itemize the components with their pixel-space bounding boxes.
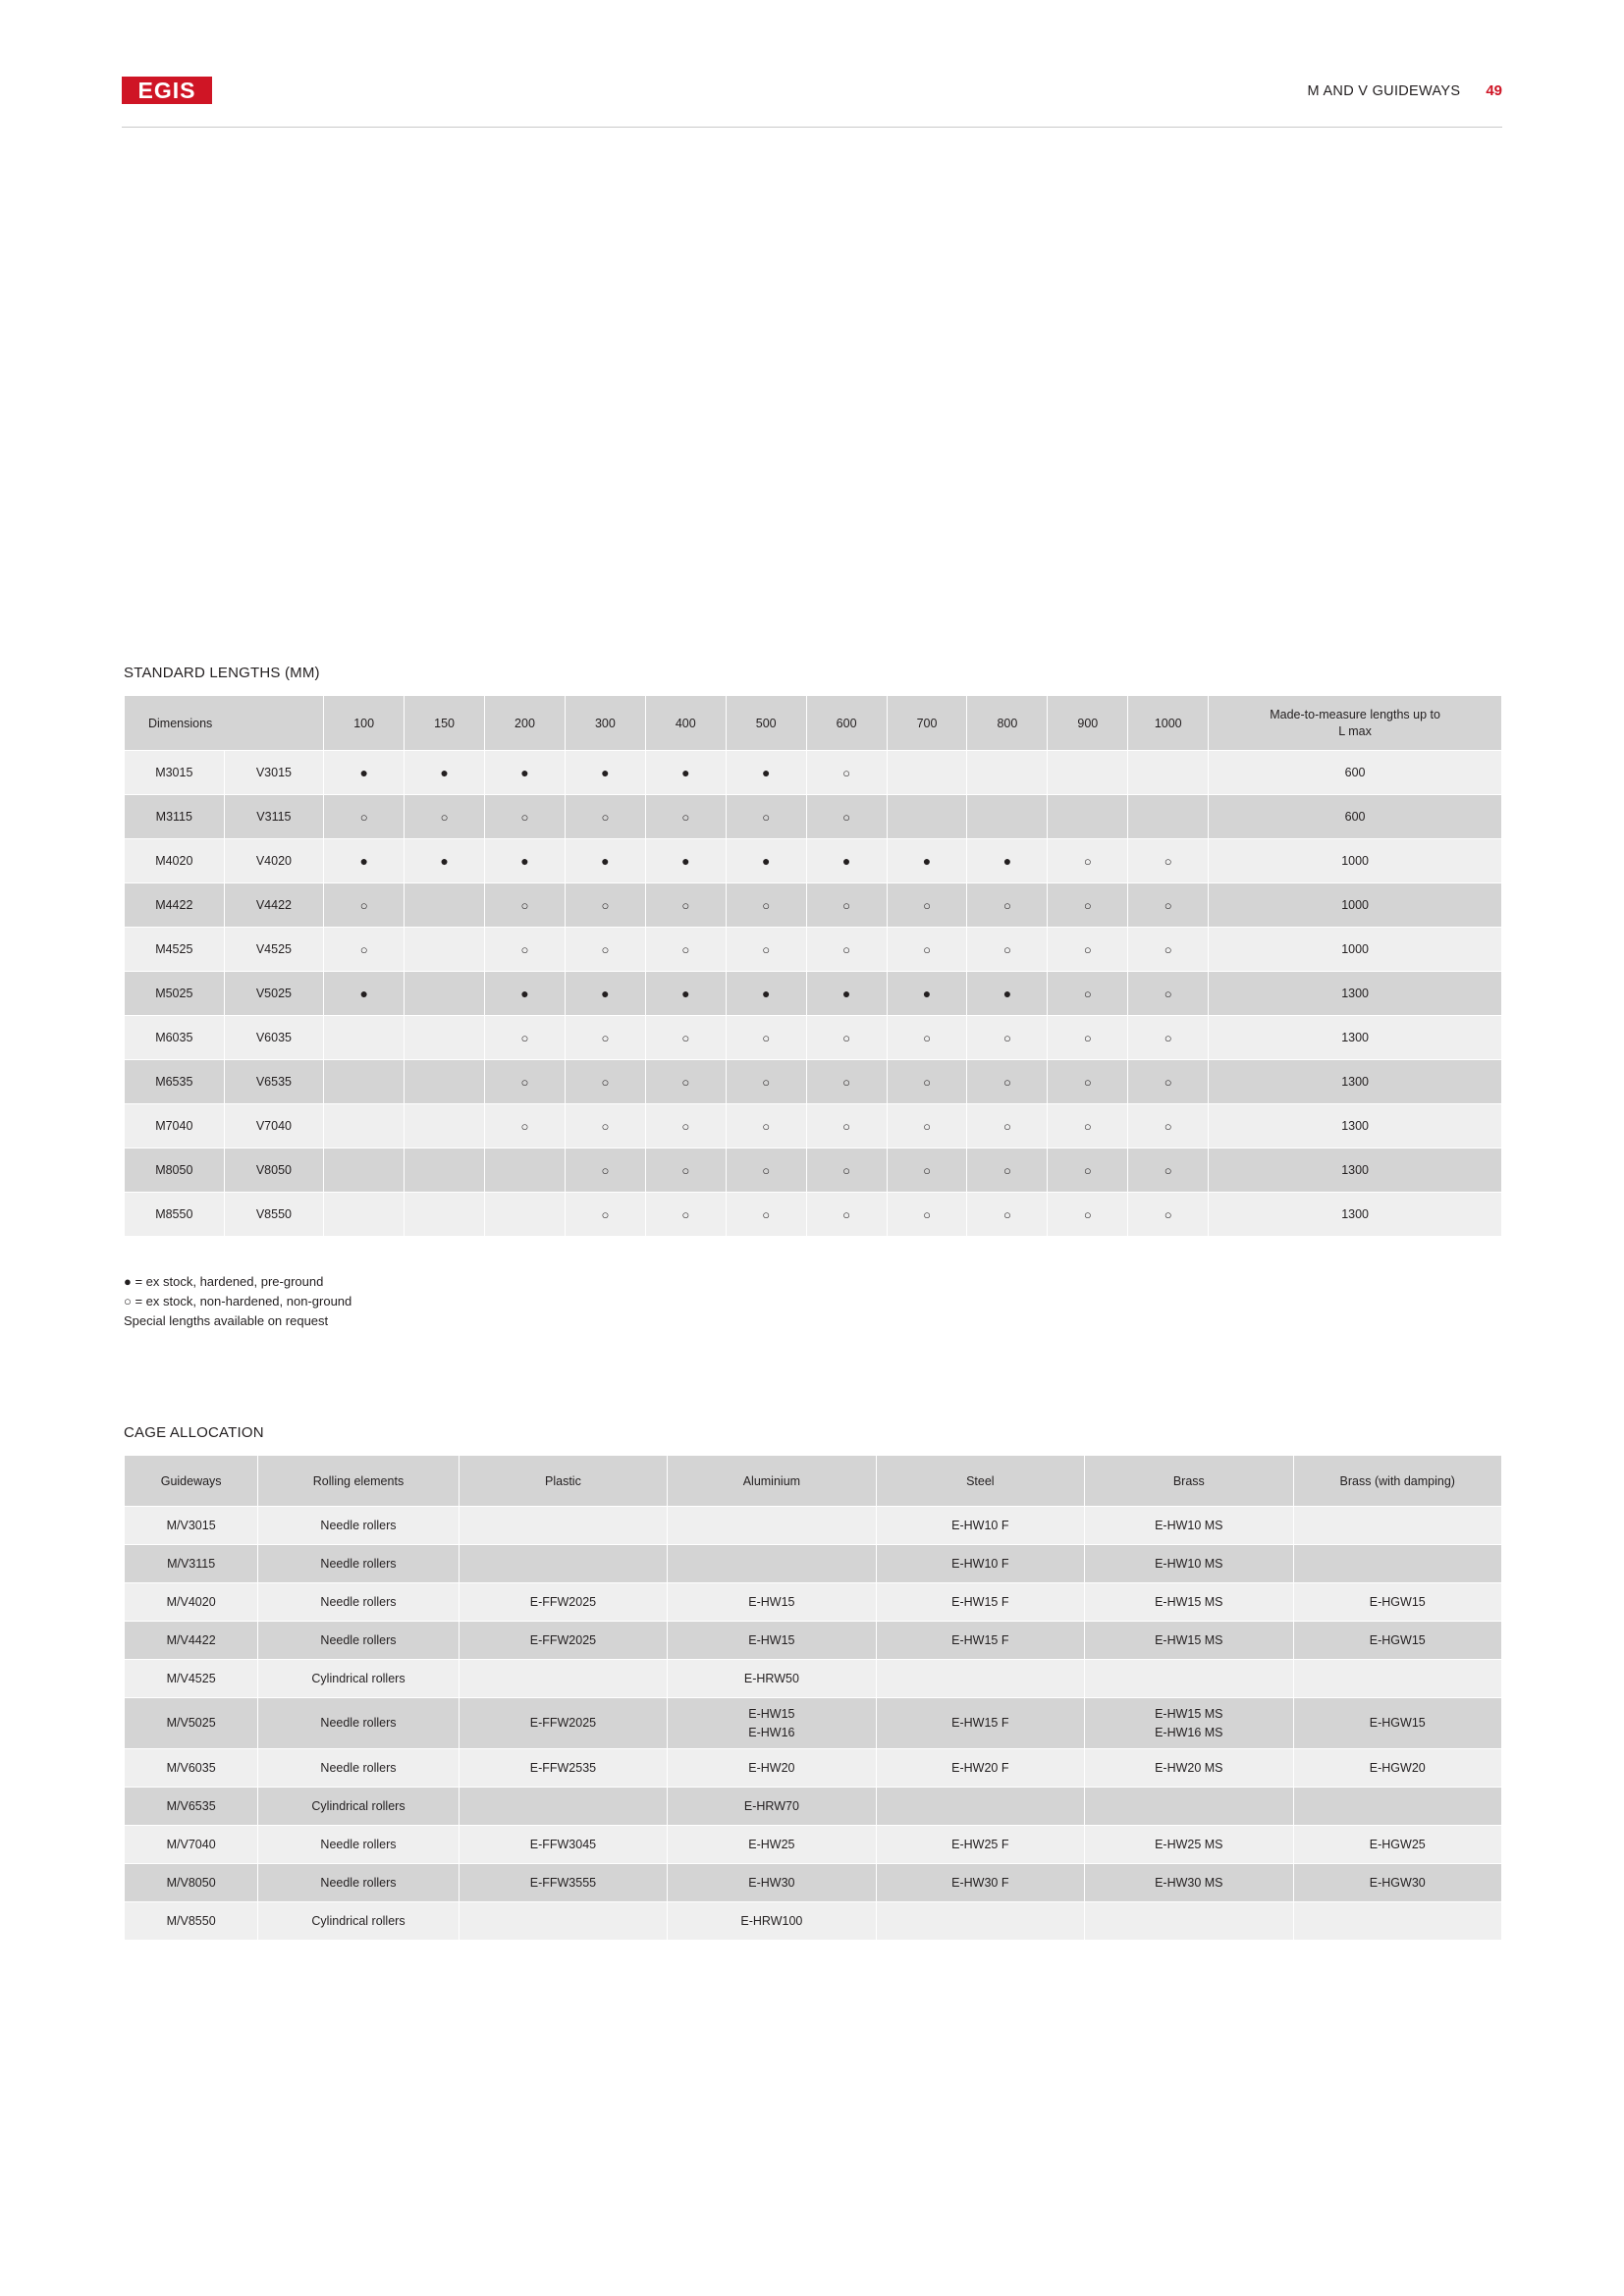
cell-guideway: M/V5025 <box>125 1698 258 1749</box>
column-header-length-600: 600 <box>806 696 887 751</box>
cage-allocation-table-body <box>125 1507 1502 1941</box>
column-header-guideways: Guideways <box>125 1456 258 1507</box>
column-header-length-500: 500 <box>726 696 806 751</box>
availability-marker-open: ○ <box>1128 1016 1209 1060</box>
availability-marker-none <box>1048 751 1128 795</box>
cell-dimension-m: M6035 <box>125 1016 225 1060</box>
cell-guideway: M/V3015 <box>125 1507 258 1545</box>
availability-marker-none <box>1128 795 1209 839</box>
cell-brass-with-damping <box>1293 1902 1501 1941</box>
column-header-rolling-elements: Rolling elements <box>258 1456 459 1507</box>
cell-brass-with-damping: E-HGW20 <box>1293 1749 1501 1788</box>
table-row <box>125 1864 1502 1902</box>
cell-rolling-elements: Cylindrical rollers <box>258 1660 459 1698</box>
table-row <box>125 972 1502 1016</box>
cell-dimension-v: V3015 <box>224 751 324 795</box>
cell-brass: E-HW10 MS <box>1085 1507 1293 1545</box>
availability-marker-filled: ● <box>887 972 967 1016</box>
availability-marker-open: ○ <box>726 1104 806 1148</box>
cell-dimension-m: M3015 <box>125 751 225 795</box>
column-header-length-700: 700 <box>887 696 967 751</box>
cell-dimension-m: M4422 <box>125 883 225 928</box>
availability-marker-filled: ● <box>967 839 1048 883</box>
cell-plastic <box>459 1660 667 1698</box>
column-header-length-800: 800 <box>967 696 1048 751</box>
availability-marker-open: ○ <box>1048 972 1128 1016</box>
availability-marker-open: ○ <box>1128 839 1209 883</box>
availability-marker-open: ○ <box>887 1016 967 1060</box>
cell-dimension-v: V4020 <box>224 839 324 883</box>
availability-marker-open: ○ <box>726 795 806 839</box>
table-row <box>125 883 1502 928</box>
availability-marker-open: ○ <box>1048 1060 1128 1104</box>
availability-marker-open: ○ <box>806 1060 887 1104</box>
standard-lengths-table <box>124 695 1502 1237</box>
availability-marker-open: ○ <box>405 795 485 839</box>
cell-plastic: E-FFW2025 <box>459 1583 667 1622</box>
availability-marker-open: ○ <box>1128 928 1209 972</box>
cell-made-to-measure-lmax: 600 <box>1209 751 1502 795</box>
availability-marker-none <box>324 1016 405 1060</box>
cell-plastic: E-FFW2535 <box>459 1749 667 1788</box>
legend-line-3: Special lengths available on request <box>124 1313 329 1329</box>
availability-marker-open: ○ <box>1048 1104 1128 1148</box>
cell-steel: E-HW25 F <box>876 1826 1084 1864</box>
column-header-length-150: 150 <box>405 696 485 751</box>
availability-marker-filled: ● <box>565 751 645 795</box>
table-row <box>125 1698 1502 1749</box>
cell-brass: E-HW15 MS E-HW16 MS <box>1085 1698 1293 1749</box>
cell-made-to-measure-lmax: 1300 <box>1209 1104 1502 1148</box>
column-header-length-200: 200 <box>485 696 566 751</box>
availability-marker-none <box>1048 795 1128 839</box>
availability-marker-open: ○ <box>1048 883 1128 928</box>
egis-logo <box>122 77 212 104</box>
column-header-steel: Steel <box>876 1456 1084 1507</box>
availability-marker-open: ○ <box>485 1060 566 1104</box>
availability-marker-open: ○ <box>1048 1016 1128 1060</box>
column-header-length-900: 900 <box>1048 696 1128 751</box>
availability-marker-open: ○ <box>565 883 645 928</box>
availability-marker-open: ○ <box>485 1016 566 1060</box>
availability-marker-open: ○ <box>806 1148 887 1193</box>
availability-marker-open: ○ <box>565 928 645 972</box>
availability-marker-open: ○ <box>645 1104 726 1148</box>
availability-marker-open: ○ <box>485 1104 566 1148</box>
availability-marker-open: ○ <box>324 928 405 972</box>
cell-steel: E-HW15 F <box>876 1583 1084 1622</box>
cell-guideway: M/V7040 <box>125 1826 258 1864</box>
availability-marker-filled: ● <box>887 839 967 883</box>
cell-plastic: E-FFW3045 <box>459 1826 667 1864</box>
cell-guideway: M/V6035 <box>125 1749 258 1788</box>
cell-brass-with-damping: E-HGW15 <box>1293 1583 1501 1622</box>
cell-rolling-elements: Cylindrical rollers <box>258 1788 459 1826</box>
cell-plastic: E-FFW2025 <box>459 1622 667 1660</box>
cell-brass-with-damping <box>1293 1788 1501 1826</box>
availability-marker-none <box>405 1193 485 1237</box>
column-header-brass-with-damping: Brass (with damping) <box>1293 1456 1501 1507</box>
availability-marker-open: ○ <box>967 928 1048 972</box>
availability-marker-open: ○ <box>806 1193 887 1237</box>
table-row <box>125 1193 1502 1237</box>
availability-marker-open: ○ <box>565 1060 645 1104</box>
table-row <box>125 1060 1502 1104</box>
availability-marker-filled: ● <box>485 751 566 795</box>
availability-marker-open: ○ <box>887 1060 967 1104</box>
availability-marker-filled: ● <box>485 839 566 883</box>
cell-rolling-elements: Needle rollers <box>258 1622 459 1660</box>
column-header-made-to-measure: Made-to-measure lengths up to L max <box>1209 696 1502 751</box>
cell-made-to-measure-lmax: 1300 <box>1209 1193 1502 1237</box>
cell-guideway: M/V4422 <box>125 1622 258 1660</box>
cell-brass: E-HW25 MS <box>1085 1826 1293 1864</box>
table-header-row <box>125 1456 1502 1507</box>
cell-guideway: M/V6535 <box>125 1788 258 1826</box>
availability-marker-open: ○ <box>726 1060 806 1104</box>
cell-rolling-elements: Cylindrical rollers <box>258 1902 459 1941</box>
availability-marker-open: ○ <box>565 1148 645 1193</box>
availability-marker-open: ○ <box>1128 1148 1209 1193</box>
cell-made-to-measure-lmax: 1000 <box>1209 928 1502 972</box>
legend-line-1: ● = ex stock, hardened, pre-ground <box>124 1274 324 1289</box>
availability-marker-open: ○ <box>967 883 1048 928</box>
column-header-length-400: 400 <box>645 696 726 751</box>
table-row <box>125 928 1502 972</box>
column-header-length-100: 100 <box>324 696 405 751</box>
availability-marker-open: ○ <box>887 1193 967 1237</box>
cell-rolling-elements: Needle rollers <box>258 1826 459 1864</box>
cell-dimension-m: M4525 <box>125 928 225 972</box>
cell-brass <box>1085 1788 1293 1826</box>
cell-plastic <box>459 1902 667 1941</box>
availability-marker-none <box>887 751 967 795</box>
availability-marker-open: ○ <box>806 928 887 972</box>
availability-marker-filled: ● <box>726 839 806 883</box>
cell-steel: E-HW10 F <box>876 1545 1084 1583</box>
cell-aluminium: E-HRW70 <box>668 1788 876 1826</box>
availability-marker-filled: ● <box>405 839 485 883</box>
availability-marker-filled: ● <box>967 972 1048 1016</box>
cell-guideway: M/V8550 <box>125 1902 258 1941</box>
table-header-row <box>125 696 1502 751</box>
column-header-aluminium: Aluminium <box>668 1456 876 1507</box>
availability-marker-open: ○ <box>1048 1148 1128 1193</box>
availability-marker-open: ○ <box>967 1148 1048 1193</box>
cell-steel: E-HW10 F <box>876 1507 1084 1545</box>
header-right-group <box>1308 82 1502 99</box>
availability-marker-filled: ● <box>324 751 405 795</box>
cell-brass-with-damping: E-HGW15 <box>1293 1622 1501 1660</box>
cell-guideway: M/V4020 <box>125 1583 258 1622</box>
cell-brass-with-damping <box>1293 1545 1501 1583</box>
cell-made-to-measure-lmax: 1000 <box>1209 883 1502 928</box>
availability-marker-open: ○ <box>967 1193 1048 1237</box>
cell-made-to-measure-lmax: 1300 <box>1209 1148 1502 1193</box>
availability-marker-none <box>324 1060 405 1104</box>
cell-rolling-elements: Needle rollers <box>258 1864 459 1902</box>
availability-marker-filled: ● <box>806 972 887 1016</box>
cell-made-to-measure-lmax: 1300 <box>1209 1016 1502 1060</box>
cell-dimension-v: V4422 <box>224 883 324 928</box>
table-row <box>125 1148 1502 1193</box>
table-row <box>125 751 1502 795</box>
availability-marker-open: ○ <box>1128 1060 1209 1104</box>
availability-marker-open: ○ <box>324 883 405 928</box>
availability-marker-open: ○ <box>806 795 887 839</box>
availability-marker-filled: ● <box>485 972 566 1016</box>
cell-dimension-v: V4525 <box>224 928 324 972</box>
availability-marker-filled: ● <box>405 751 485 795</box>
column-header-plastic: Plastic <box>459 1456 667 1507</box>
cell-steel <box>876 1660 1084 1698</box>
cell-dimension-v: V8050 <box>224 1148 324 1193</box>
table-row <box>125 1902 1502 1941</box>
cell-rolling-elements: Needle rollers <box>258 1545 459 1583</box>
availability-marker-none <box>324 1193 405 1237</box>
cell-made-to-measure-lmax: 1000 <box>1209 839 1502 883</box>
availability-marker-none <box>405 1148 485 1193</box>
cell-dimension-m: M8550 <box>125 1193 225 1237</box>
standard-lengths-table-body <box>125 751 1502 1237</box>
cell-aluminium: E-HW30 <box>668 1864 876 1902</box>
cage-allocation-title: CAGE ALLOCATION <box>124 1424 264 1441</box>
cell-steel: E-HW20 F <box>876 1749 1084 1788</box>
availability-marker-open: ○ <box>645 1016 726 1060</box>
availability-marker-open: ○ <box>806 1104 887 1148</box>
availability-marker-open: ○ <box>1048 839 1128 883</box>
availability-marker-open: ○ <box>324 795 405 839</box>
availability-marker-open: ○ <box>726 1016 806 1060</box>
cell-plastic: E-FFW2025 <box>459 1698 667 1749</box>
availability-marker-none <box>324 1104 405 1148</box>
cell-steel <box>876 1902 1084 1941</box>
availability-marker-open: ○ <box>967 1104 1048 1148</box>
availability-marker-open: ○ <box>485 883 566 928</box>
header-section-title: M AND V GUIDEWAYS <box>1307 82 1461 99</box>
availability-marker-open: ○ <box>565 1016 645 1060</box>
cell-brass <box>1085 1902 1293 1941</box>
availability-marker-open: ○ <box>887 1104 967 1148</box>
availability-marker-open: ○ <box>806 883 887 928</box>
availability-marker-none <box>405 1060 485 1104</box>
availability-marker-open: ○ <box>485 928 566 972</box>
cell-rolling-elements: Needle rollers <box>258 1749 459 1788</box>
page-number: 49 <box>1486 82 1502 99</box>
table-row <box>125 795 1502 839</box>
cell-aluminium: E-HW20 <box>668 1749 876 1788</box>
cell-brass-with-damping <box>1293 1507 1501 1545</box>
cell-guideway: M/V3115 <box>125 1545 258 1583</box>
cell-brass: E-HW15 MS <box>1085 1622 1293 1660</box>
cell-aluminium: E-HRW50 <box>668 1660 876 1698</box>
cage-allocation-table-head <box>125 1456 1502 1507</box>
availability-marker-filled: ● <box>726 751 806 795</box>
availability-marker-filled: ● <box>565 839 645 883</box>
table-row <box>125 1507 1502 1545</box>
cage-allocation-table <box>124 1455 1502 1941</box>
cell-rolling-elements: Needle rollers <box>258 1698 459 1749</box>
cell-dimension-m: M3115 <box>125 795 225 839</box>
cell-steel: E-HW30 F <box>876 1864 1084 1902</box>
availability-marker-open: ○ <box>485 795 566 839</box>
cell-rolling-elements: Needle rollers <box>258 1583 459 1622</box>
availability-marker-open: ○ <box>726 1148 806 1193</box>
availability-marker-open: ○ <box>1128 883 1209 928</box>
cell-dimension-v: V6035 <box>224 1016 324 1060</box>
availability-marker-open: ○ <box>1128 1104 1209 1148</box>
availability-marker-open: ○ <box>726 1193 806 1237</box>
table-row <box>125 1826 1502 1864</box>
availability-marker-open: ○ <box>645 1148 726 1193</box>
table-row <box>125 1622 1502 1660</box>
table-row <box>125 1104 1502 1148</box>
availability-marker-open: ○ <box>887 928 967 972</box>
availability-marker-open: ○ <box>887 883 967 928</box>
availability-marker-open: ○ <box>645 883 726 928</box>
column-header-length-1000: 1000 <box>1128 696 1209 751</box>
cell-brass: E-HW10 MS <box>1085 1545 1293 1583</box>
cell-dimension-m: M5025 <box>125 972 225 1016</box>
legend-line-2: ○ = ex stock, non-hardened, non-ground <box>124 1294 352 1309</box>
availability-marker-open: ○ <box>887 1148 967 1193</box>
availability-marker-open: ○ <box>806 1016 887 1060</box>
cell-brass-with-damping <box>1293 1660 1501 1698</box>
cell-brass <box>1085 1660 1293 1698</box>
availability-marker-filled: ● <box>806 839 887 883</box>
availability-marker-open: ○ <box>565 1104 645 1148</box>
availability-marker-none <box>485 1193 566 1237</box>
cell-aluminium: E-HW15 <box>668 1622 876 1660</box>
cell-plastic <box>459 1507 667 1545</box>
availability-marker-none <box>967 751 1048 795</box>
availability-marker-open: ○ <box>1128 1193 1209 1237</box>
table-row <box>125 1016 1502 1060</box>
cell-dimension-v: V8550 <box>224 1193 324 1237</box>
availability-marker-filled: ● <box>565 972 645 1016</box>
cell-steel: E-HW15 F <box>876 1698 1084 1749</box>
logo-text: EGIS <box>137 78 196 103</box>
cell-aluminium: E-HW25 <box>668 1826 876 1864</box>
cell-dimension-m: M7040 <box>125 1104 225 1148</box>
cell-brass-with-damping: E-HGW15 <box>1293 1698 1501 1749</box>
cell-plastic <box>459 1545 667 1583</box>
table-row <box>125 1749 1502 1788</box>
cell-brass: E-HW15 MS <box>1085 1583 1293 1622</box>
cell-made-to-measure-lmax: 1300 <box>1209 972 1502 1016</box>
table-row <box>125 1788 1502 1826</box>
standard-lengths-table-head <box>125 696 1502 751</box>
availability-marker-open: ○ <box>806 751 887 795</box>
availability-marker-none <box>405 928 485 972</box>
availability-marker-filled: ● <box>324 839 405 883</box>
cell-aluminium: E-HRW100 <box>668 1902 876 1941</box>
availability-marker-none <box>887 795 967 839</box>
table-row <box>125 1583 1502 1622</box>
column-header-brass: Brass <box>1085 1456 1293 1507</box>
cell-plastic <box>459 1788 667 1826</box>
cell-dimension-v: V6535 <box>224 1060 324 1104</box>
table-row <box>125 839 1502 883</box>
cell-aluminium <box>668 1507 876 1545</box>
cell-aluminium: E-HW15 E-HW16 <box>668 1698 876 1749</box>
availability-marker-filled: ● <box>645 972 726 1016</box>
cell-dimension-v: V3115 <box>224 795 324 839</box>
page-header <box>122 67 1502 128</box>
column-header-length-300: 300 <box>565 696 645 751</box>
cell-dimension-v: V7040 <box>224 1104 324 1148</box>
cell-steel: E-HW15 F <box>876 1622 1084 1660</box>
availability-marker-none <box>324 1148 405 1193</box>
availability-marker-filled: ● <box>324 972 405 1016</box>
availability-marker-open: ○ <box>967 1016 1048 1060</box>
cell-brass-with-damping: E-HGW30 <box>1293 1864 1501 1902</box>
cell-steel <box>876 1788 1084 1826</box>
availability-marker-open: ○ <box>645 1060 726 1104</box>
availability-marker-none <box>485 1148 566 1193</box>
availability-marker-none <box>967 795 1048 839</box>
standard-lengths-title: STANDARD LENGTHS (MM) <box>124 665 320 681</box>
availability-marker-open: ○ <box>645 795 726 839</box>
cell-made-to-measure-lmax: 600 <box>1209 795 1502 839</box>
availability-marker-open: ○ <box>645 1193 726 1237</box>
cell-brass-with-damping: E-HGW25 <box>1293 1826 1501 1864</box>
cell-guideway: M/V8050 <box>125 1864 258 1902</box>
availability-marker-filled: ● <box>645 751 726 795</box>
availability-marker-open: ○ <box>645 928 726 972</box>
availability-marker-none <box>405 883 485 928</box>
availability-marker-open: ○ <box>1128 972 1209 1016</box>
cell-dimension-m: M8050 <box>125 1148 225 1193</box>
cell-plastic: E-FFW3555 <box>459 1864 667 1902</box>
table-row <box>125 1660 1502 1698</box>
availability-marker-open: ○ <box>726 883 806 928</box>
cell-aluminium: E-HW15 <box>668 1583 876 1622</box>
availability-marker-open: ○ <box>565 1193 645 1237</box>
cell-dimension-m: M4020 <box>125 839 225 883</box>
availability-marker-open: ○ <box>1048 1193 1128 1237</box>
cell-aluminium <box>668 1545 876 1583</box>
cell-dimension-m: M6535 <box>125 1060 225 1104</box>
availability-marker-none <box>1128 751 1209 795</box>
availability-marker-none <box>405 1016 485 1060</box>
availability-marker-open: ○ <box>726 928 806 972</box>
cell-brass: E-HW20 MS <box>1085 1749 1293 1788</box>
availability-marker-open: ○ <box>967 1060 1048 1104</box>
availability-marker-none <box>405 972 485 1016</box>
cell-made-to-measure-lmax: 1300 <box>1209 1060 1502 1104</box>
availability-marker-open: ○ <box>565 795 645 839</box>
cell-brass: E-HW30 MS <box>1085 1864 1293 1902</box>
cell-rolling-elements: Needle rollers <box>258 1507 459 1545</box>
availability-marker-filled: ● <box>645 839 726 883</box>
availability-marker-none <box>405 1104 485 1148</box>
availability-marker-open: ○ <box>1048 928 1128 972</box>
table-row <box>125 1545 1502 1583</box>
cell-dimension-v: V5025 <box>224 972 324 1016</box>
column-header-dimensions: Dimensions <box>125 696 324 751</box>
standard-lengths-legend <box>124 1272 352 1331</box>
availability-marker-filled: ● <box>726 972 806 1016</box>
cell-guideway: M/V4525 <box>125 1660 258 1698</box>
